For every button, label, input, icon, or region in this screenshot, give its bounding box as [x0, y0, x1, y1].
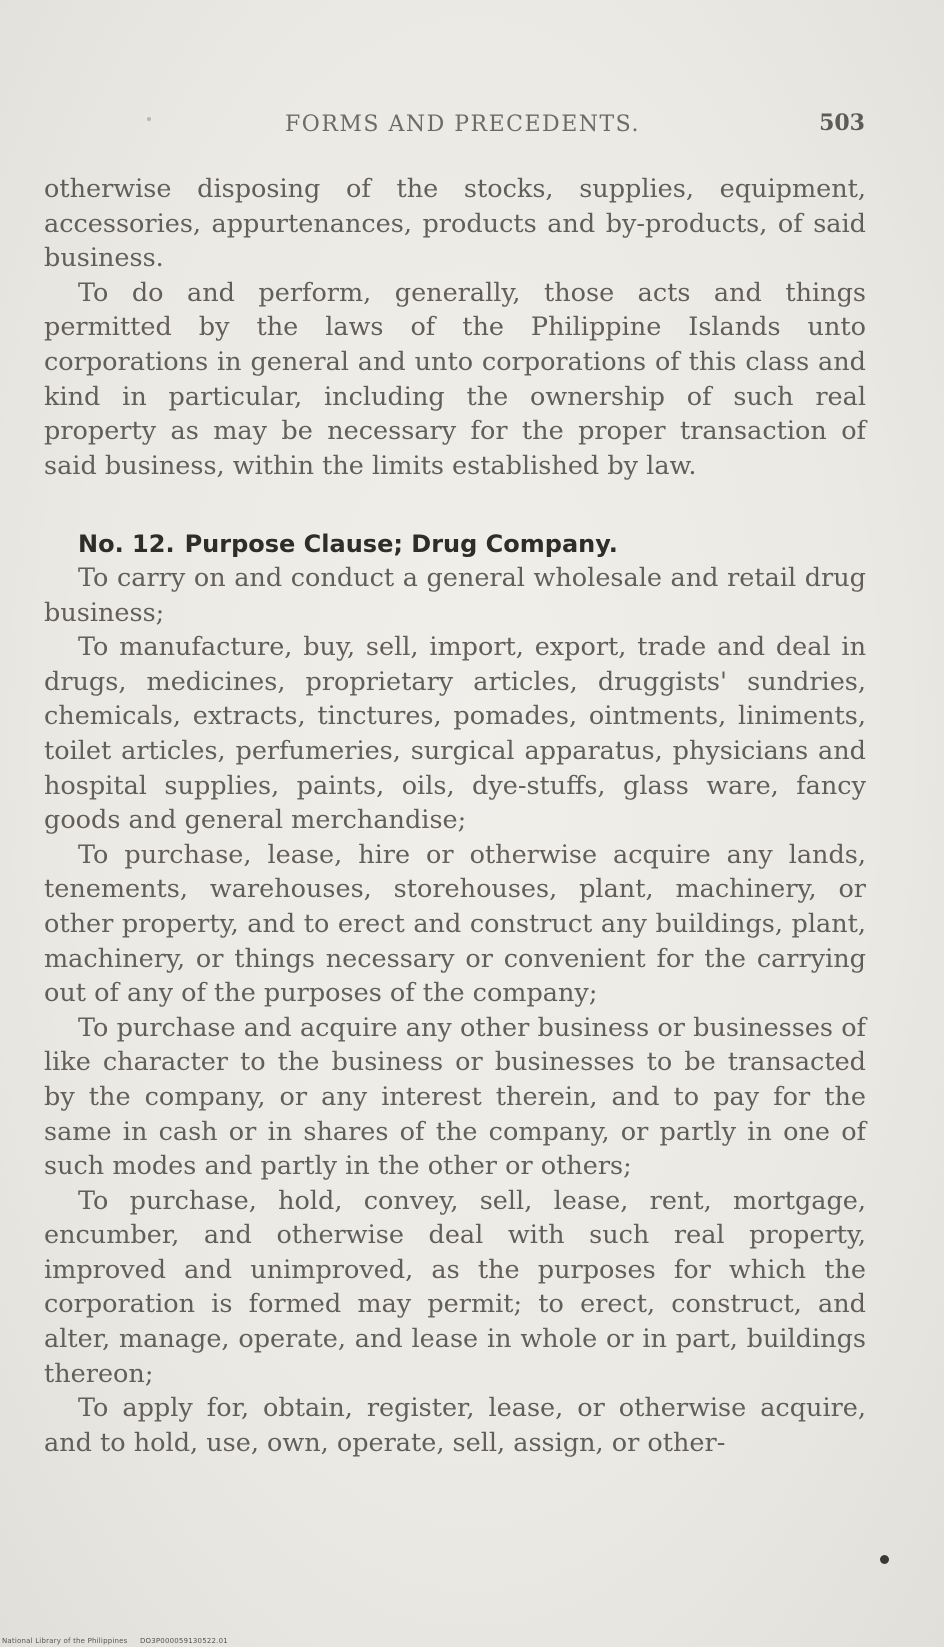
paragraph-continued: otherwise disposing of the stocks, supplies, equipment, accessories, appurtenances, products and by-products, of said business. [44, 174, 866, 274]
running-head: FORMS AND PRECEDENTS. [285, 112, 640, 137]
paragraph: To apply for, obtain, register, lease, or otherwise acquire, and to hold, use, own, operate, sell, assign, or other- [44, 1393, 866, 1458]
section-number: No. 12. [78, 530, 175, 558]
paragraph: To do and perform, generally, those acts and things permitted by the laws of the Philippine Islands unto corporations in general and unto corporations of this class and kind in particular, including the ownership of such real property as may be necessary for the proper transaction of said business, within the limits established by law. [44, 277, 866, 481]
section-title: Purpose Clause; Drug Company. [184, 530, 618, 558]
paragraph: To purchase and acquire any other business or businesses of like character to the business or businesses to be transacted by the company, or any interest therein, and to pay for the same in cash or in shares of the company, or partly in one of such modes and partly in the other or others; [44, 1012, 866, 1182]
paragraph: To manufacture, buy, sell, import, export, trade and deal in drugs, medicines, proprietary articles, druggists' sundries, chemicals, extracts, tinctures, pomades, ointments, liniments, toilet articles, perfumeries, surgical apparatus, physicians and hospital supplies, paints, oils, dye-stuffs, glass ware, fancy goods and general merchandise; [44, 632, 866, 836]
footer-library: National Library of the Philippines [2, 1637, 128, 1645]
scan-footer [2, 1637, 238, 1645]
text-block-drug-company [44, 527, 866, 1460]
page-number: 503 [819, 110, 865, 136]
paragraph: To purchase, hold, convey, sell, lease, rent, mortgage, encumber, and otherwise deal with such real property, improved and unimproved, as the purposes for which the corporation is formed may permit; to erect, construct, and alter, manage, operate, and lease in whole or in part, buildings thereon; [44, 1185, 866, 1389]
paragraph: To purchase, lease, hire or otherwise acquire any lands, tenements, warehouses, storehouses, plant, machinery, or other property, and to erect and construct any buildings, plant, machinery, or things necessary or convenient for the carrying out of any of the purposes of the company; [44, 839, 866, 1009]
text-block-top [44, 172, 866, 483]
page-header [60, 112, 865, 146]
bullet-mark [880, 1555, 889, 1564]
footer-code: DO3P000059130522.01 [139, 1637, 228, 1645]
section-heading [44, 527, 866, 561]
paragraph: To carry on and conduct a general wholesale and retail drug business; [44, 563, 866, 628]
